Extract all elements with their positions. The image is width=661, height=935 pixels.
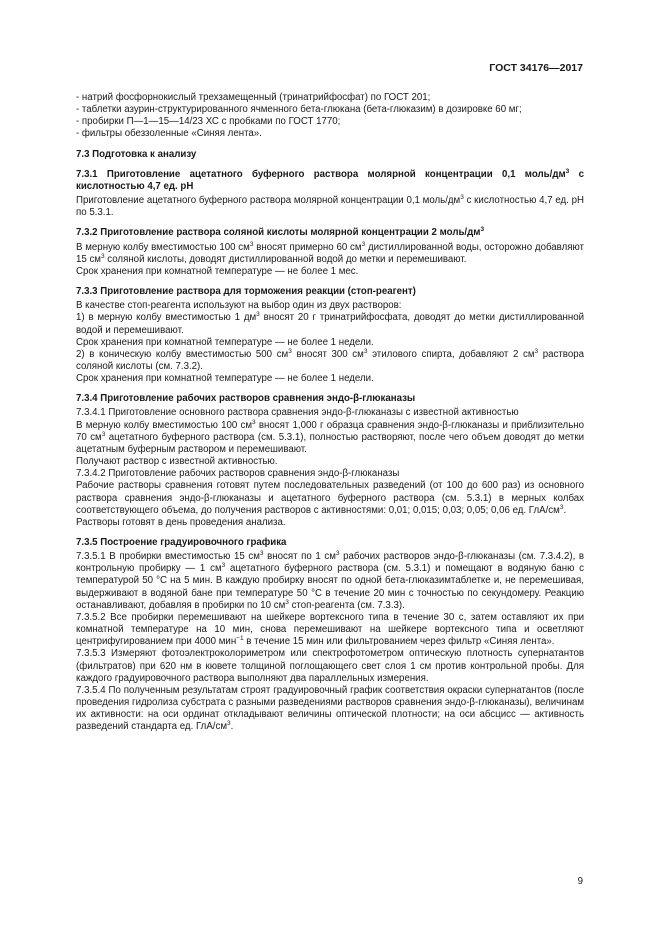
paragraph: В качестве стоп-реагента используют на выбор один из двух растворов: xyxy=(76,300,402,312)
document-body xyxy=(76,92,584,734)
paragraph: 7.3.5.3 Измеряют фотоэлектроколориметром или спектрофотометром оптическую плотность супернатантов (фильтратов) при 620 нм в кювете толщиной поглощающего свет слоя 1 см против контрольной пробы. Для каждого градуировочного раствора выполняют два параллельных измерения. xyxy=(76,648,584,684)
section-heading-7-3-3: 7.3.3 Приготовление раствора для торможения реакции (стоп-реагент) xyxy=(76,286,416,298)
section-heading-7-3: 7.3 Подготовка к анализу xyxy=(76,148,197,160)
paragraph: 7.3.5.1 В пробирки вместимостью 15 $см^3$ вносят по 1 $см^3$ рабочих растворов эндо-β-глюканазы (см. 7.3.4.2), в контрольную пробирку — 1 $см^3$ ацетатного буферного раствора (см. 5.3.1) и помещают в водяную баню с температурой 50 °С на 5 мин. В каждую пробирку вносят по одной бета-глюказимтаблетке и, не перемешивая, выдерживают в водяной бане при температуре 50 °С в течение 20 мин с точностью по секундомеру. Реакцию останавливают, добавляя в пробирки по 10 $см^3$ стоп-реагента (см. 7.3.3). xyxy=(76,549,585,611)
paragraph: 2) в коническую колбу вместимостью 500 $см^3$ вносят 300 $см^3$ этилового спирта, добавляют 2 $см^3$ раствора соляной кислоты (см. 7.3.2). xyxy=(76,347,584,372)
paragraph: В мерную колбу вместимостью 100 $см^3$ вносят 1,000 г образца сравнения эндо-β-глюканазы и приблизительно 70 $см^3$ ацетатного буферного раствора (см. 5.3.1), полностью растворяют, после чего объем доводят до метки ацетатным буферным раствором и перемешивают. xyxy=(76,418,584,455)
paragraph: 7.3.4.2 Приготовление рабочих растворов сравнения эндо-β-глюканазы xyxy=(76,468,400,480)
standard-header: ГОСТ 34176—2017 xyxy=(489,62,583,74)
section-heading-7-3-5: 7.3.5 Построение градуировочного графика xyxy=(76,537,287,548)
paragraph: Получают раствор с известной активностью. xyxy=(76,456,278,468)
section-heading-7-3-4: 7.3.4 Приготовление рабочих растворов сравнения эндо-β-глюканазы xyxy=(76,393,416,405)
paragraph: Срок хранения при комнатной температуре — не более 1 мес. xyxy=(76,265,359,277)
paragraph: Срок хранения при комнатной температуре — не более 1 недели. xyxy=(76,336,374,348)
section-heading-7-3-2: 7.3.2 Приготовление раствора соляной кислоты молярной концентрации 2 моль/$дм^3$ xyxy=(76,226,485,239)
paragraph: Срок хранения при комнатной температуре — не более 1 недели. xyxy=(76,373,374,385)
list-item: - таблетки азурин-структурированного ячменного бета-глюкана (бета-глюказим) в дозировке 60 мг; xyxy=(76,104,522,116)
paragraph: 7.3.4.1 Приготовление основного раствора сравнения эндо-β-глюканазы с известной активностью xyxy=(76,407,519,419)
list-item: - пробирки П—1—15—14/23 ХС с пробками по ГОСТ 1770; xyxy=(76,116,341,128)
list-item: - натрий фосфорнокислый трехзамещенный (тринатрийфосфат) по ГОСТ 201; xyxy=(76,92,431,103)
paragraph: В мерную колбу вместимостью 100 $см^3$ вносят примерно 60 $см^3$ дистиллированной воды, осторожно добавляют 15 $см^3$ соляной кислоты, доводят дистиллированной водой до метки и перемешивают. xyxy=(76,240,584,265)
paragraph: 7.3.5.2 Все пробирки перемешивают на шейкере вортексного типа в течение 30 с, затем оставляют их при комнатной температуре на 10 мин, снова перемешивают на шейкере вортексного типа и осветляют центрифугированием при 4000 мин$^{-1}$ в течение 15 мин или фильтрованием через фильтр «Синяя лента». xyxy=(76,611,584,648)
paragraph: Растворы готовят в день проведения анализа. xyxy=(76,516,286,528)
list-item: - фильтры обеззоленные «Синяя лента». xyxy=(76,128,262,140)
paragraph: Рабочие растворы сравнения готовят путем последовательных разведений (от 100 до 600 раз) из основного раствора сравнения эндо-β-глюканазы и ацетатного буферного раствора (см. 5.3.1) в мерных колбах соответствующего объема, до получения растворов с активностями: 0,01; 0,015; 0,03; 0,05; 0,06 ед. ГлА/$см^3$. xyxy=(76,480,584,516)
paragraph: Приготовление ацетатного буферного раствора молярной концентрации 0,1 моль/$дм^3$ с кислотностью 4,7 ед. рН по 5.3.1. xyxy=(76,193,584,219)
paragraph: 1) в мерную колбу вместимостью 1 $дм^3$ вносят 20 г тринатрийфосфата, доводят до метки дистиллированной водой и перемешивают. xyxy=(76,311,585,336)
page-number: 9 xyxy=(577,876,583,887)
paragraph: 7.3.5.4 По полученным результатам строят градуировочный график соответствия окраски супернатантов (после проведения гидролиза субстрата с разными разведениями растворов сравнения эндо-β-глюканазы), величинам их активности: на оси ординат откладывают величины оптической плотности; на оси абсцисс — активность разведений стандарта ед. ГлА/$см^3$. xyxy=(76,684,584,733)
section-heading-7-3-1: 7.3.1 Приготовление ацетатного буферного раствора молярной концентрации 0,1 моль/$дм^3$ с кислотностью 4,7 ед. рН xyxy=(76,167,584,192)
